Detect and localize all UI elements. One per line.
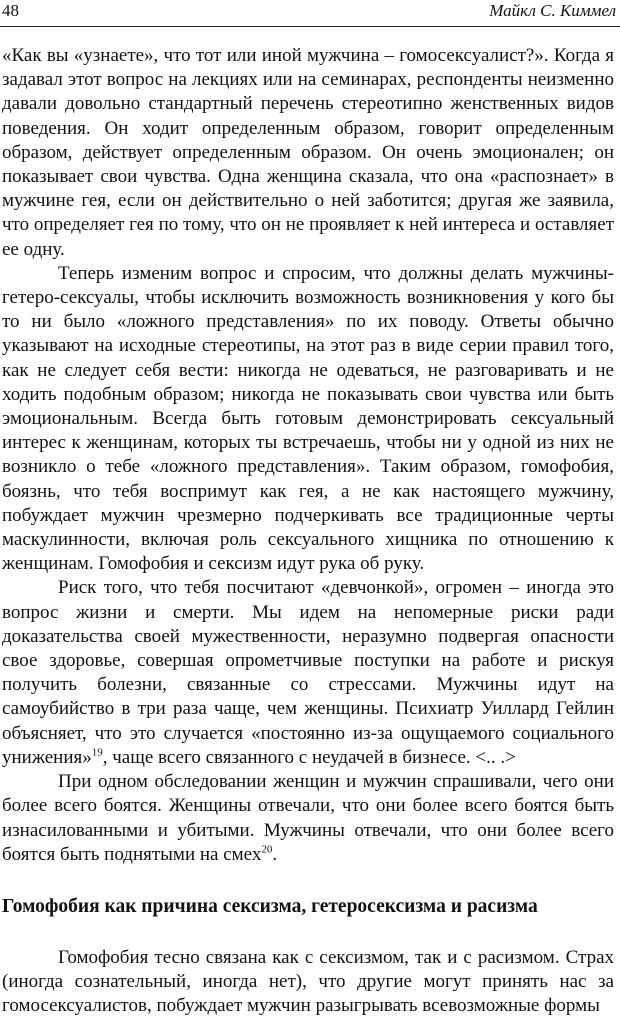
paragraph-4: При одном обследовании женщин и мужчин спрашивали, чего они более всего боятся. Женщины отвечали, что они более всего боятся быть изнасилованными и убитыми. Мужчины отвечали, что они более всего боятся быть поднятыми на смех$^{20}$. bbox=[2, 771, 614, 865]
paragraph-2: Теперь изменим вопрос и спросим, что должны делать мужчины-гетеро-сексуалы, чтобы исключить возможность возникновения у кого бы то ни было «ложного представления» по их поводу. Ответы обычно указывают на исходные стереотипы, на этот раз в виде серии правил того, как не следует себя вести: никогда не одеваться, не разговаривать и не ходить подобным образом; никогда не показывать свои чувства или быть эмоциональным. Всегда быть готовым демонстрировать сексуальный интерес к женщинам, которых ты встречаешь, чтобы ни у одной из них не возникло о тебе «ложного представления». Таким образом, гомофобия, боязнь, что тебя воспримут как гея, а не как настоящего мужчину, побуждает мужчин чрезмерно подчеркивать все традиционные черты маскулинности, включая роль сексуального хищника по отношению к женщинам. Гомофобия и сексизм идут рука об руку. bbox=[2, 262, 614, 575]
paragraph-1: «Как вы «узнаете», что тот или иной мужчина – гомосексуалист?». Когда я задавал этот вопрос на лекциях или на семинарах, респонденты неизменно давали довольно стандартный перечень стереотипно женственных видов поведения. Он ходит определенным образом, говорит определенным образом, действует определенным образом. Он очень эмоционален; он показывает свои чувства. Одна женщина сказала, что она «распознает» в мужчине гея, если он действительно о ней заботится; другая же заявила, что определяет гея по тому, что он не проявляет к ней интереса и оставляет ее одну. bbox=[2, 45, 614, 260]
footnote-ref-19: 19 bbox=[91, 746, 103, 759]
page-number: 48 bbox=[2, 1, 19, 20]
section-body bbox=[2, 946, 614, 1019]
footnote-ref-20: 20 bbox=[261, 843, 273, 856]
section-heading: Гомофобия как причина сексизма, гетеросексизма и расизма bbox=[2, 896, 538, 917]
running-title: Майкл С. Киммел bbox=[489, 1, 616, 20]
paragraph-3: Риск того, что тебя посчитают «девчонкой», огромен – иногда это вопрос жизни и смерти. Мы идем на непомерные риски ради доказательства своей мужественности, неразумно подвергая опасности свое здоровье, совершая опрометчивые поступки на работе и рискуя получить болезни, связанные со стрессами. Мужчины идут на самоубийство в три раза чаще, чем женщины. Психиатр Уиллард Гейлин объясняет, что это случается «постоянно из-за ощущаемого социального унижения»$^{19}$, чаще всего связанного с неудачей в бизнесе. <.. .> bbox=[2, 577, 614, 768]
section-paragraph: Гомофобия тесно связана как с сексизмом, так и с расизмом. Страх (иногда сознательный, иногда нет), что другие могут принять нас за гомосексуалистов, побуждает мужчин разыгрывать всевозможные формы bbox=[2, 947, 614, 1017]
body-text bbox=[2, 44, 614, 867]
page-header bbox=[0, 0, 620, 27]
